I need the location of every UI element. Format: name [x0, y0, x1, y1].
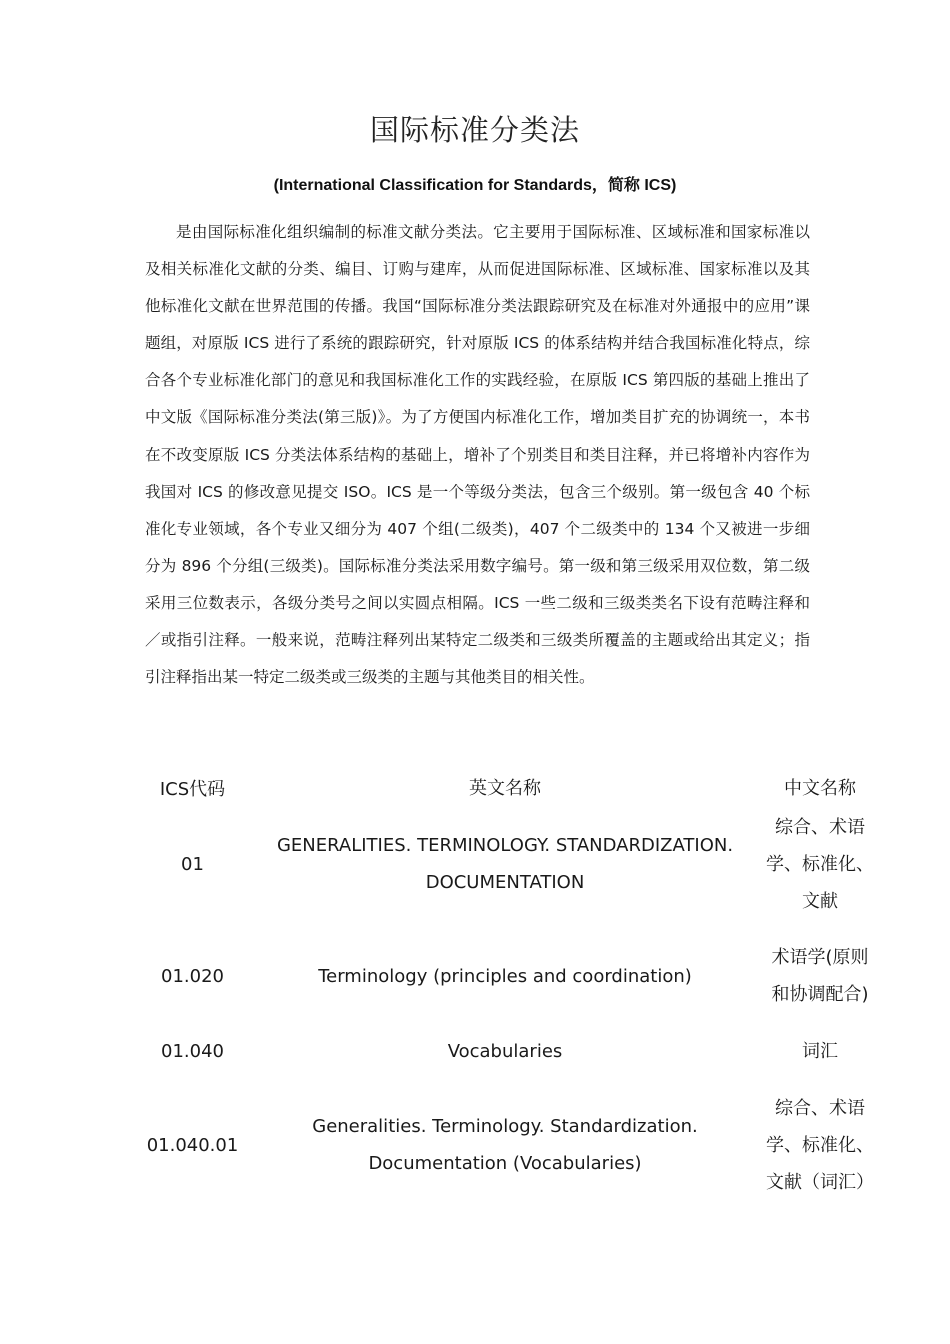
ics-code-cell: 01.040 — [161, 1040, 224, 1062]
document-title: 国际标准分类法 — [369, 113, 580, 147]
header-chinese-name: 中文名称 — [784, 777, 856, 799]
english-name-cell: Vocabularies — [447, 1040, 563, 1062]
header-ics-code: ICS代码 — [159, 779, 226, 800]
english-name-cell: Terminology (principles and coordination) — [318, 965, 692, 987]
table-row — [140, 1032, 880, 1070]
ics-code-cell: 01 — [181, 853, 204, 875]
table-row — [140, 1070, 880, 1220]
chinese-name-cell: 综合、术语学、标准化、文献 — [766, 816, 874, 912]
english-name-cell: GENERALITIES. TERMINOLOGY. STANDARDIZATION. DOCUMENTATION — [276, 835, 734, 893]
ics-code-cell: 01.040.01 — [146, 1134, 239, 1156]
table-row — [140, 808, 880, 920]
chinese-name-cell: 综合、术语学、标准化、文献（词汇） — [766, 1097, 874, 1193]
english-name-cell: Generalities. Terminology. Standardization. Documentation (Vocabularies) — [312, 1116, 698, 1174]
document-subtitle: (International Classification for Standards，简称 ICS) — [273, 177, 677, 194]
chinese-name-cell: 术语学(原则和协调配合) — [771, 947, 869, 1005]
ics-code-cell: 01.020 — [161, 965, 224, 987]
chinese-name-cell: 词汇 — [802, 1040, 838, 1062]
header-english-name: 英文名称 — [469, 777, 541, 799]
table-row — [140, 920, 880, 1032]
table-header-row — [140, 768, 880, 808]
body-paragraph: 是由国际标准化组织编制的标准文献分类法。它主要用于国际标准、区域标准和国家标准以及相关标准化文献的分类、编目、订购与建库，从而促进国际标准、区域标准、国家标准以及其他标准化文献在世界范围的传播。我国“国际标准分类法跟踪研究及在标准对外通报中的应用”课题组，对原版 ICS 进行了系统的跟踪研究，针对原版 ICS 的体系结构并结合我国标准化特点，综合各个专业标准化部门的意见和我国标准化工作的实践经验，在原版 ICS 第四版的基础上推出了中文版《国际标准分类法(第三版)》。为了方便国内标准化工作，增加类目扩充的协调统一，本书在不改变原版 ICS 分类法体系结构的基础上，增补了个别类目和类目注释，并已将增补内容作为我国对 ICS 的修改意见提交 ISO。ICS 是一个等级分类法，包含三个级别。第一级包含 40 个标准化专业领域，各个专业又细分为 407 个组(二级类)，407 个二级类中的 134 个又被进一步细分为 896 个分组(三级类)。国际标准分类法采用数字编号。第一级和第三级采用双位数，第二级采用三位数表示，各级分类号之间以实圆点相隔。ICS 一些二级和三级类类名下设有范畴注释和／或指引注释。一般来说，范畴注释列出某特定二级类和三级类所覆盖的主题或给出其定义；指引注释指出某一特定二级类或三级类的主题与其他类目的相关性。 — [145, 223, 810, 687]
